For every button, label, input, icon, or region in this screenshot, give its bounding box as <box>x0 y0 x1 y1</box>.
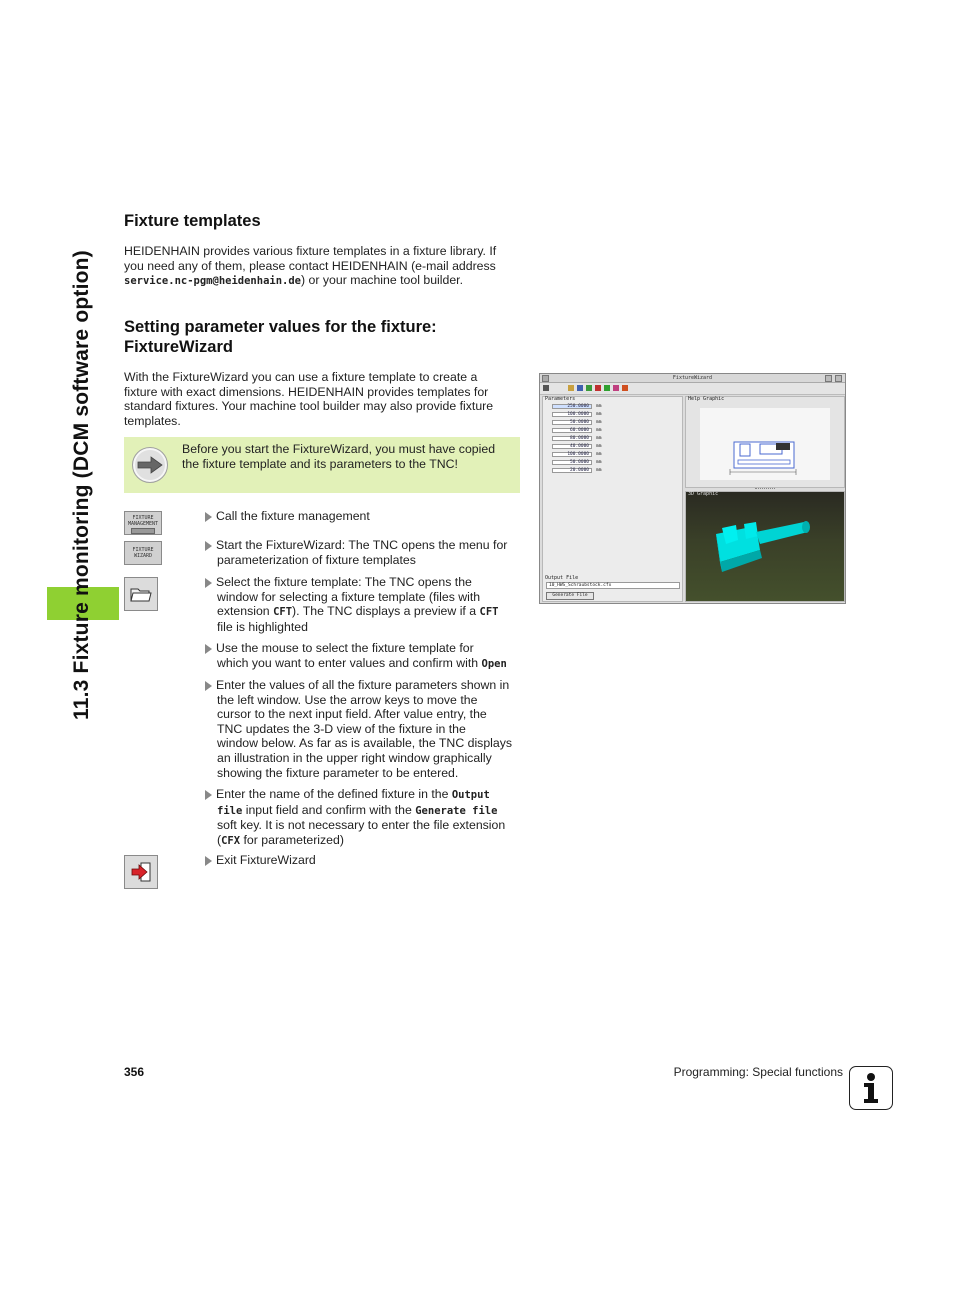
zoom-toolbar-icon[interactable] <box>595 385 601 391</box>
step-enter-output-name: Enter the name of the defined fixture in the Output file input field and confirm with the Generate file soft key. It is not necessary to enter the file extension (CFX for parameterized) <box>205 787 525 848</box>
section-heading-fixturewizard: Setting parameter values for the fixture: FixtureWizard <box>124 318 437 356</box>
arrow-toolbar-icon[interactable] <box>622 385 628 391</box>
step-arrow-icon <box>205 856 212 866</box>
output-file-input[interactable]: 10_HWS_Schraubstock.cfx <box>546 582 680 589</box>
save-toolbar-icon[interactable] <box>577 385 583 391</box>
note-box <box>124 437 520 493</box>
section-heading-fixture-templates: Fixture templates <box>124 212 261 230</box>
note-text: Before you start the FixtureWizard, you must have copied the fixture template and its parameters to the TNC! <box>182 442 496 471</box>
email-address[interactable]: service.nc-pgm@heidenhain.de <box>124 275 302 288</box>
step-choose-template: Use the mouse to select the fixture template for which you want to enter values and confirm with Open <box>205 641 525 671</box>
step-arrow-icon <box>205 512 212 522</box>
fixture-management-softkey[interactable]: FIXTURE MANAGEMENT <box>124 511 162 535</box>
rotate-toolbar-icon[interactable] <box>604 385 610 391</box>
fixturewizard-intro: With the FixtureWizard you can use a fixture template to create a fixture with exact dimensions. HEIDENHAIN provides templates for standard fixtures. Your machine tool builder may also provide fixture templates. <box>124 370 494 428</box>
arrow-right-icon <box>132 447 168 483</box>
step-call-fixture-management: Call the fixture management <box>205 509 525 524</box>
window-titlebar <box>540 374 845 383</box>
info-icon <box>849 1066 893 1110</box>
chapter-title: Programming: Special functions <box>673 1065 843 1079</box>
fixture-wizard-softkey[interactable]: FIXTURE WIZARD <box>124 541 162 565</box>
step-arrow-icon <box>205 681 212 691</box>
page-number: 356 <box>124 1065 145 1079</box>
generate-file-button[interactable]: Generate File <box>546 592 594 600</box>
step-arrow-icon <box>205 541 212 551</box>
parameters-panel: Parameters 250.0000 mm 100.0000 mm 50.0000 mm 60.0000 mm 80.0000 mm 40.0000 mm 100.0000 mm 50.0000 mm 20.0000 mm Output File 10_HWS_Schraubstock.cfx Generate File <box>542 396 683 602</box>
parameters-label: Parameters <box>545 396 576 402</box>
minimize-icon[interactable] <box>825 375 832 382</box>
fixture-help-drawing <box>700 408 830 480</box>
side-title: 11.3 Fixture monitoring (DCM software option) <box>70 250 93 720</box>
reset-toolbar-icon[interactable] <box>613 385 619 391</box>
step-arrow-icon <box>205 644 212 654</box>
output-file-label: Output File <box>545 575 579 581</box>
exit-toolbar-icon[interactable] <box>543 385 549 391</box>
help-graphic-panel <box>685 396 845 488</box>
exit-softkey[interactable] <box>124 855 158 889</box>
fixturewizard-screenshot <box>539 373 846 604</box>
window-title: FixtureWizard <box>672 375 713 381</box>
wizard-toolbar <box>540 383 845 395</box>
folder-icon <box>130 586 152 602</box>
step-select-template: Select the fixture template: The TNC opens the window for selecting a fixture template (files with extension CFT). The TNC displays a preview if a CFT file is highlighted <box>205 575 525 634</box>
fixture-templates-paragraph: HEIDENHAIN provides various fixture templates in a fixture library. If you need any of them, please contact HEIDENHAIN (e-mail address service.nc-pgm@heidenhain.de) or your machine tool builder. <box>124 244 497 288</box>
maximize-icon[interactable] <box>835 375 842 382</box>
3d-graphic-label: 3D Graphic <box>688 491 719 497</box>
step-arrow-icon <box>205 578 212 588</box>
3d-graphic-panel <box>685 491 845 602</box>
step-start-fixturewizard: Start the FixtureWizard: The TNC opens the menu for parameterization of fixture templates <box>205 538 525 567</box>
help-graphic-label: Help Graphic <box>688 396 725 402</box>
step-exit-fixturewizard: Exit FixtureWizard <box>205 853 525 868</box>
open-folder-softkey[interactable] <box>124 577 158 611</box>
open-toolbar-icon[interactable] <box>568 385 574 391</box>
step-enter-values: Enter the values of all the fixture parameters shown in the left window. Use the arrow keys to move the cursor to the next input field. After value entry, the TNC updates the 3-D view of the fixture in the window below. As far as is available, the TNC displays an illustration in the upper right window graphically showing the fixture parameter to be entered. <box>205 678 525 780</box>
step-arrow-icon <box>205 790 212 800</box>
view-toolbar-icon[interactable] <box>586 385 592 391</box>
exit-door-icon <box>130 861 152 883</box>
fixture-3d-model <box>686 492 844 601</box>
help-graphic-canvas <box>700 408 830 480</box>
